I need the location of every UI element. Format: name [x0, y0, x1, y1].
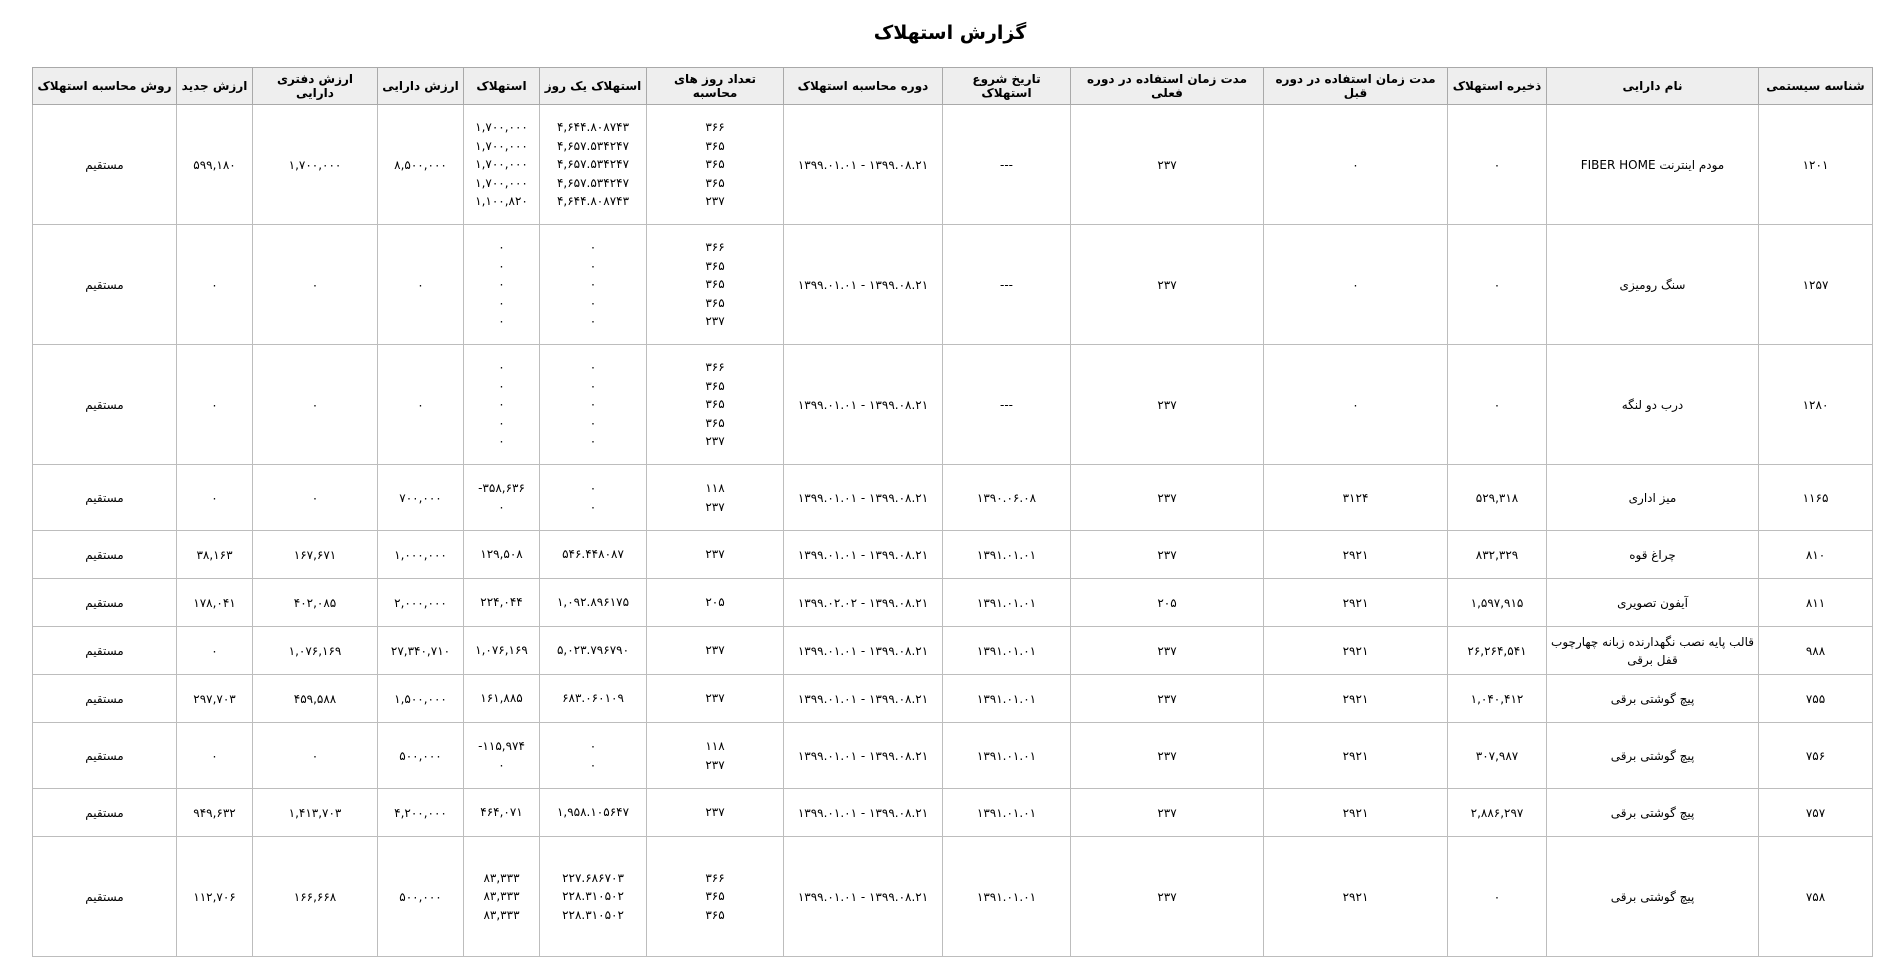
cell-prev-usage: ۲۹۲۱	[1264, 837, 1448, 957]
cell-book-value: ۴۰۲,۰۸۵	[253, 579, 378, 627]
cell-daily-depreciation	[540, 465, 647, 531]
cell-depreciation-line: ۱,۷۰۰,۰۰۰	[475, 120, 528, 135]
cell-days-line: ۳۶۵	[705, 378, 725, 393]
cell-depreciation-line: ۱,۷۰۰,۰۰۰	[475, 157, 528, 172]
cell-depreciation-line: ۰	[498, 378, 505, 393]
cell-system-id: ۱۲۸۰	[1759, 345, 1873, 465]
cell-book-value: ۱,۷۰۰,۰۰۰	[253, 105, 378, 225]
table-body	[33, 105, 1873, 957]
cell-depreciation	[464, 345, 540, 465]
cell-curr-usage: ۲۳۷	[1071, 837, 1264, 957]
col-header-book-value: ارزش دفتری دارایی	[253, 68, 378, 105]
cell-depreciation-line: ۰	[498, 434, 505, 449]
cell-daily-depreciation-line: ۰	[589, 739, 597, 753]
cell-new-value: ۰	[177, 225, 253, 345]
cell-daily-depreciation	[540, 225, 647, 345]
cell-book-value: ۱۶۷,۶۷۱	[253, 531, 378, 579]
cell-start-date: ۱۳۹۱.۰۱.۰۱	[943, 531, 1071, 579]
table-row	[33, 627, 1873, 675]
cell-prev-usage: ۲۹۲۱	[1264, 675, 1448, 723]
cell-days-line: ۳۶۵	[705, 277, 725, 292]
cell-reserve: ۱,۰۴۰,۴۱۲	[1448, 675, 1547, 723]
cell-daily-depreciation-line: ۴,۶۵۷.۵۳۴۲۴۷	[556, 157, 630, 172]
cell-asset-name: آیفون تصویری	[1547, 579, 1759, 627]
cell-book-value: ۰	[253, 723, 378, 789]
cell-period: ۱۳۹۹.۰۱.۰۱ - ۱۳۹۹.۰۸.۲۱	[784, 789, 943, 837]
cell-prev-usage: ۰	[1264, 105, 1448, 225]
cell-new-value: ۱۱۲,۷۰۶	[177, 837, 253, 957]
cell-book-value: ۱۶۶,۶۶۸	[253, 837, 378, 957]
col-header-prev-usage: مدت زمان استفاده در دوره قبل	[1264, 68, 1448, 105]
cell-daily-depreciation-line: ۰	[589, 481, 597, 495]
cell-system-id: ۸۱۱	[1759, 579, 1873, 627]
cell-days	[647, 789, 784, 837]
cell-curr-usage: ۲۳۷	[1071, 627, 1264, 675]
cell-reserve: ۲,۸۸۶,۲۹۷	[1448, 789, 1547, 837]
cell-period: ۱۳۹۹.۰۱.۰۱ - ۱۳۹۹.۰۸.۲۱	[784, 345, 943, 465]
cell-asset-name: درب دو لنگه	[1547, 345, 1759, 465]
cell-depreciation-line: ۱,۰۷۶,۱۶۹	[475, 643, 528, 658]
cell-depreciation-line: ۳۵۸,۶۳۶-	[478, 481, 525, 495]
cell-reserve: ۳۰۷,۹۸۷	[1448, 723, 1547, 789]
cell-daily-depreciation-line: ۵,۰۲۳.۷۹۶۷۹۰	[556, 643, 630, 658]
cell-days-line: ۳۶۶	[705, 870, 725, 885]
cell-daily-depreciation-line: ۶۸۳.۰۶۰۱۰۹	[562, 691, 624, 706]
cell-book-value: ۰	[253, 225, 378, 345]
cell-daily-depreciation-line: ۱,۹۵۸.۱۰۵۶۴۷	[556, 805, 630, 820]
cell-days	[647, 579, 784, 627]
cell-daily-depreciation	[540, 345, 647, 465]
cell-days-line: ۳۶۵	[705, 258, 725, 273]
cell-daily-depreciation-line: ۰	[589, 499, 597, 514]
cell-days-line: ۳۶۵	[705, 138, 725, 153]
cell-daily-depreciation-line: ۰	[589, 295, 597, 310]
col-header-daily-depreciation: استهلاک یک روز	[540, 68, 647, 105]
table-row	[33, 465, 1873, 531]
cell-days-line: ۲۳۷	[705, 499, 725, 514]
cell-asset-name: پیچ گوشتی برقی	[1547, 789, 1759, 837]
cell-start-date: ---	[943, 225, 1071, 345]
cell-prev-usage: ۲۹۲۱	[1264, 579, 1448, 627]
cell-depreciation-line: ۱۶۱,۸۸۵	[480, 691, 523, 706]
cell-curr-usage: ۲۳۷	[1071, 789, 1264, 837]
cell-start-date: ۱۳۹۱.۰۱.۰۱	[943, 579, 1071, 627]
cell-days	[647, 531, 784, 579]
col-header-period: دوره محاسبه استهلاک	[784, 68, 943, 105]
cell-start-date: ۱۳۹۱.۰۱.۰۱	[943, 789, 1071, 837]
cell-days-line: ۳۶۵	[705, 397, 725, 412]
cell-system-id: ۸۱۰	[1759, 531, 1873, 579]
cell-start-date: ۱۳۹۱.۰۱.۰۱	[943, 627, 1071, 675]
cell-days-line: ۲۳۷	[705, 194, 725, 209]
cell-daily-depreciation-line: ۰	[589, 258, 597, 273]
cell-book-value: ۰	[253, 345, 378, 465]
cell-depreciation-line: ۰	[498, 295, 505, 310]
cell-depreciation-line: ۰	[498, 499, 505, 514]
table-row	[33, 837, 1873, 957]
cell-depreciation-line: ۸۳,۳۳۳	[483, 870, 520, 885]
cell-days-line: ۲۳۷	[705, 757, 725, 772]
cell-start-date: ---	[943, 345, 1071, 465]
cell-daily-depreciation	[540, 675, 647, 723]
cell-method: مستقیم	[33, 627, 177, 675]
header-row	[33, 68, 1873, 105]
cell-book-value: ۱,۰۷۶,۱۶۹	[253, 627, 378, 675]
cell-depreciation-line: ۰	[498, 397, 505, 412]
cell-daily-depreciation	[540, 105, 647, 225]
cell-period: ۱۳۹۹.۰۱.۰۱ - ۱۳۹۹.۰۸.۲۱	[784, 837, 943, 957]
cell-days-line: ۳۶۵	[705, 175, 725, 190]
report-table-container	[32, 67, 1868, 957]
cell-asset-name: چراغ قوه	[1547, 531, 1759, 579]
cell-days-line: ۲۳۷	[705, 434, 725, 449]
cell-reserve: ۰	[1448, 837, 1547, 957]
cell-system-id: ۱۱۶۵	[1759, 465, 1873, 531]
cell-system-id: ۷۵۸	[1759, 837, 1873, 957]
cell-depreciation	[464, 225, 540, 345]
cell-method: مستقیم	[33, 531, 177, 579]
cell-asset-value: ۵۰۰,۰۰۰	[378, 723, 464, 789]
cell-new-value: ۹۴۹,۶۳۲	[177, 789, 253, 837]
cell-method: مستقیم	[33, 345, 177, 465]
cell-depreciation	[464, 105, 540, 225]
cell-days-line: ۲۰۵	[705, 595, 725, 610]
cell-daily-depreciation-line: ۲۲۸.۳۱۰۵۰۲	[562, 889, 624, 904]
cell-days-line: ۲۳۷	[705, 805, 725, 820]
cell-depreciation-line: ۱,۷۰۰,۰۰۰	[475, 175, 528, 190]
cell-period: ۱۳۹۹.۰۱.۰۱ - ۱۳۹۹.۰۸.۲۱	[784, 531, 943, 579]
cell-daily-depreciation	[540, 627, 647, 675]
cell-days	[647, 675, 784, 723]
cell-asset-value: ۵۰۰,۰۰۰	[378, 837, 464, 957]
cell-prev-usage: ۲۹۲۱	[1264, 531, 1448, 579]
cell-asset-value: ۲,۰۰۰,۰۰۰	[378, 579, 464, 627]
cell-new-value: ۰	[177, 723, 253, 789]
cell-daily-depreciation-line: ۲۲۷.۶۸۶۷۰۳	[562, 870, 624, 885]
cell-prev-usage: ۲۹۲۱	[1264, 789, 1448, 837]
col-header-method: روش محاسبه استهلاک	[33, 68, 177, 105]
cell-daily-depreciation	[540, 723, 647, 789]
cell-system-id: ۱۲۰۱	[1759, 105, 1873, 225]
cell-depreciation-line: ۸۳,۳۳۳	[483, 907, 520, 922]
cell-daily-depreciation-line: ۰	[589, 240, 597, 255]
cell-days-line: ۳۶۵	[705, 889, 725, 904]
cell-days-line: ۱۱۸	[705, 739, 725, 753]
cell-system-id: ۷۵۵	[1759, 675, 1873, 723]
cell-reserve: ۰	[1448, 225, 1547, 345]
cell-days-line: ۳۶۵	[705, 907, 725, 922]
cell-depreciation	[464, 837, 540, 957]
cell-asset-name: پیچ گوشتی برقی	[1547, 837, 1759, 957]
cell-book-value: ۴۵۹,۵۸۸	[253, 675, 378, 723]
cell-curr-usage: ۲۳۷	[1071, 675, 1264, 723]
cell-method: مستقیم	[33, 837, 177, 957]
table-row	[33, 789, 1873, 837]
cell-days-line: ۳۶۵	[705, 157, 725, 172]
cell-curr-usage: ۲۳۷	[1071, 723, 1264, 789]
cell-days-line: ۲۳۷	[705, 547, 725, 562]
cell-daily-depreciation-line: ۰	[589, 397, 597, 412]
cell-new-value: ۵۹۹,۱۸۰	[177, 105, 253, 225]
cell-asset-value: ۲۷,۳۴۰,۷۱۰	[378, 627, 464, 675]
cell-start-date: ---	[943, 105, 1071, 225]
cell-depreciation-line: ۰	[498, 258, 505, 273]
cell-system-id: ۷۵۷	[1759, 789, 1873, 837]
col-header-system-id: شناسه سیستمی	[1759, 68, 1873, 105]
cell-days	[647, 225, 784, 345]
cell-depreciation-line: ۰	[498, 360, 505, 375]
col-header-new-value: ارزش جدید	[177, 68, 253, 105]
cell-new-value: ۱۷۸,۰۴۱	[177, 579, 253, 627]
cell-system-id: ۱۲۵۷	[1759, 225, 1873, 345]
cell-reserve: ۰	[1448, 105, 1547, 225]
cell-depreciation-line: ۰	[498, 314, 505, 329]
cell-prev-usage: ۰	[1264, 225, 1448, 345]
col-header-depreciation: استهلاک	[464, 68, 540, 105]
cell-method: مستقیم	[33, 675, 177, 723]
cell-daily-depreciation-line: ۲۲۸.۳۱۰۵۰۲	[562, 907, 624, 922]
cell-asset-name: پیچ گوشتی برقی	[1547, 675, 1759, 723]
table-row	[33, 105, 1873, 225]
cell-method: مستقیم	[33, 465, 177, 531]
cell-prev-usage: ۲۹۲۱	[1264, 723, 1448, 789]
cell-period: ۱۳۹۹.۰۲.۰۲ - ۱۳۹۹.۰۸.۲۱	[784, 579, 943, 627]
cell-depreciation-line: ۱,۷۰۰,۰۰۰	[475, 138, 528, 153]
cell-start-date: ۱۳۹۰.۰۶.۰۸	[943, 465, 1071, 531]
cell-start-date: ۱۳۹۱.۰۱.۰۱	[943, 675, 1071, 723]
cell-period: ۱۳۹۹.۰۱.۰۱ - ۱۳۹۹.۰۸.۲۱	[784, 675, 943, 723]
cell-depreciation-line: ۲۲۴,۰۴۴	[480, 595, 523, 610]
cell-method: مستقیم	[33, 723, 177, 789]
cell-reserve: ۵۲۹,۳۱۸	[1448, 465, 1547, 531]
cell-reserve: ۱,۵۹۷,۹۱۵	[1448, 579, 1547, 627]
cell-asset-value: ۴,۲۰۰,۰۰۰	[378, 789, 464, 837]
cell-days-line: ۳۶۶	[705, 360, 725, 375]
cell-daily-depreciation-line: ۰	[589, 415, 597, 430]
cell-daily-depreciation-line: ۴,۶۵۷.۵۳۴۲۴۷	[556, 175, 630, 190]
cell-depreciation	[464, 675, 540, 723]
table-row	[33, 225, 1873, 345]
cell-daily-depreciation-line: ۰	[589, 314, 597, 329]
cell-system-id: ۷۵۶	[1759, 723, 1873, 789]
report-title: گزارش استهلاک	[873, 22, 1027, 44]
cell-new-value: ۳۸,۱۶۳	[177, 531, 253, 579]
cell-depreciation-line: ۱,۱۰۰,۸۲۰	[475, 194, 528, 209]
col-header-curr-usage: مدت زمان استفاده در دوره فعلی	[1071, 68, 1264, 105]
cell-depreciation-line: ۱۱۵,۹۷۴-	[478, 739, 525, 753]
cell-days	[647, 465, 784, 531]
cell-curr-usage: ۲۳۷	[1071, 465, 1264, 531]
cell-days-line: ۳۶۵	[705, 295, 725, 310]
cell-daily-depreciation-line: ۰	[589, 757, 597, 772]
col-header-asset-value: ارزش دارایی	[378, 68, 464, 105]
col-header-start-date: تاریخ شروع استهلاک	[943, 68, 1071, 105]
cell-depreciation-line: ۰	[498, 277, 505, 292]
cell-method: مستقیم	[33, 789, 177, 837]
cell-book-value: ۱,۴۱۳,۷۰۳	[253, 789, 378, 837]
cell-book-value: ۰	[253, 465, 378, 531]
depreciation-table	[32, 67, 1873, 957]
cell-days-line: ۱۱۸	[705, 481, 725, 495]
cell-daily-depreciation-line: ۰	[589, 378, 597, 393]
cell-asset-name: میز اداری	[1547, 465, 1759, 531]
cell-asset-value: ۰	[378, 345, 464, 465]
cell-days	[647, 105, 784, 225]
cell-depreciation	[464, 465, 540, 531]
cell-period: ۱۳۹۹.۰۱.۰۱ - ۱۳۹۹.۰۸.۲۱	[784, 465, 943, 531]
cell-days-line: ۳۶۶	[705, 120, 725, 135]
cell-asset-value: ۱,۰۰۰,۰۰۰	[378, 531, 464, 579]
cell-depreciation-line: ۰	[498, 757, 505, 772]
cell-daily-depreciation	[540, 579, 647, 627]
cell-prev-usage: ۲۹۲۱	[1264, 627, 1448, 675]
cell-days	[647, 345, 784, 465]
col-header-reserve: ذخیره استهلاک	[1448, 68, 1547, 105]
cell-method: مستقیم	[33, 225, 177, 345]
cell-reserve: ۰	[1448, 345, 1547, 465]
cell-daily-depreciation-line: ۴,۶۵۷.۵۳۴۲۴۷	[556, 138, 630, 153]
cell-daily-depreciation-line: ۰	[589, 277, 597, 292]
cell-asset-name: سنگ رومیزی	[1547, 225, 1759, 345]
cell-depreciation	[464, 627, 540, 675]
cell-asset-value: ۷۰۰,۰۰۰	[378, 465, 464, 531]
cell-depreciation-line: ۱۲۹,۵۰۸	[480, 547, 523, 562]
cell-curr-usage: ۲۳۷	[1071, 105, 1264, 225]
cell-curr-usage: ۲۳۷	[1071, 531, 1264, 579]
cell-days	[647, 627, 784, 675]
table-row	[33, 345, 1873, 465]
cell-days	[647, 723, 784, 789]
cell-depreciation-line: ۴۶۴,۰۷۱	[480, 805, 523, 820]
cell-daily-depreciation-line: ۰	[589, 434, 597, 449]
cell-depreciation-line: ۰	[498, 240, 505, 255]
cell-daily-depreciation	[540, 789, 647, 837]
cell-days-line: ۳۶۵	[705, 415, 725, 430]
cell-daily-depreciation	[540, 531, 647, 579]
cell-daily-depreciation	[540, 837, 647, 957]
cell-asset-value: ۰	[378, 225, 464, 345]
cell-asset-value: ۱,۵۰۰,۰۰۰	[378, 675, 464, 723]
cell-depreciation	[464, 579, 540, 627]
cell-curr-usage: ۲۳۷	[1071, 225, 1264, 345]
cell-start-date: ۱۳۹۱.۰۱.۰۱	[943, 837, 1071, 957]
cell-prev-usage: ۳۱۲۴	[1264, 465, 1448, 531]
col-header-days: تعداد روز های محاسبه	[647, 68, 784, 105]
cell-days-line: ۲۳۷	[705, 643, 725, 658]
cell-asset-name: پیچ گوشتی برقی	[1547, 723, 1759, 789]
cell-new-value: ۰	[177, 345, 253, 465]
cell-depreciation	[464, 723, 540, 789]
cell-method: مستقیم	[33, 105, 177, 225]
cell-days	[647, 837, 784, 957]
cell-reserve: ۸۳۲,۳۲۹	[1448, 531, 1547, 579]
cell-daily-depreciation-line: ۰	[589, 360, 597, 375]
cell-depreciation	[464, 531, 540, 579]
cell-daily-depreciation-line: ۱,۰۹۲.۸۹۶۱۷۵	[556, 595, 630, 610]
cell-start-date: ۱۳۹۱.۰۱.۰۱	[943, 723, 1071, 789]
cell-daily-depreciation-line: ۴,۶۴۴.۸۰۸۷۴۳	[556, 194, 630, 209]
cell-daily-depreciation-line: ۵۴۶.۴۴۸۰۸۷	[562, 547, 624, 562]
cell-depreciation	[464, 789, 540, 837]
cell-curr-usage: ۲۰۵	[1071, 579, 1264, 627]
cell-days-line: ۲۳۷	[705, 691, 725, 706]
cell-new-value: ۰	[177, 627, 253, 675]
cell-period: ۱۳۹۹.۰۱.۰۱ - ۱۳۹۹.۰۸.۲۱	[784, 225, 943, 345]
cell-period: ۱۳۹۹.۰۱.۰۱ - ۱۳۹۹.۰۸.۲۱	[784, 627, 943, 675]
cell-new-value: ۲۹۷,۷۰۳	[177, 675, 253, 723]
table-row	[33, 579, 1873, 627]
cell-depreciation-line: ۸۳,۳۳۳	[483, 889, 520, 904]
cell-days-line: ۳۶۶	[705, 240, 725, 255]
cell-system-id: ۹۸۸	[1759, 627, 1873, 675]
cell-depreciation-line: ۰	[498, 415, 505, 430]
cell-curr-usage: ۲۳۷	[1071, 345, 1264, 465]
table-row	[33, 675, 1873, 723]
cell-reserve: ۲۶,۲۶۴,۵۴۱	[1448, 627, 1547, 675]
cell-asset-name: قالب پایه نصب نگهدارنده زبانه چهارچوب قفل برقی	[1547, 627, 1759, 675]
table-row	[33, 531, 1873, 579]
cell-prev-usage: ۰	[1264, 345, 1448, 465]
cell-method: مستقیم	[33, 579, 177, 627]
cell-asset-name: مودم اینترنت FIBER HOME	[1547, 105, 1759, 225]
table-row	[33, 723, 1873, 789]
cell-new-value: ۰	[177, 465, 253, 531]
cell-days-line: ۲۳۷	[705, 314, 725, 329]
cell-asset-value: ۸,۵۰۰,۰۰۰	[378, 105, 464, 225]
cell-daily-depreciation-line: ۴,۶۴۴.۸۰۸۷۴۳	[556, 120, 630, 135]
cell-period: ۱۳۹۹.۰۱.۰۱ - ۱۳۹۹.۰۸.۲۱	[784, 105, 943, 225]
col-header-asset-name: نام دارایی	[1547, 68, 1759, 105]
cell-period: ۱۳۹۹.۰۱.۰۱ - ۱۳۹۹.۰۸.۲۱	[784, 723, 943, 789]
